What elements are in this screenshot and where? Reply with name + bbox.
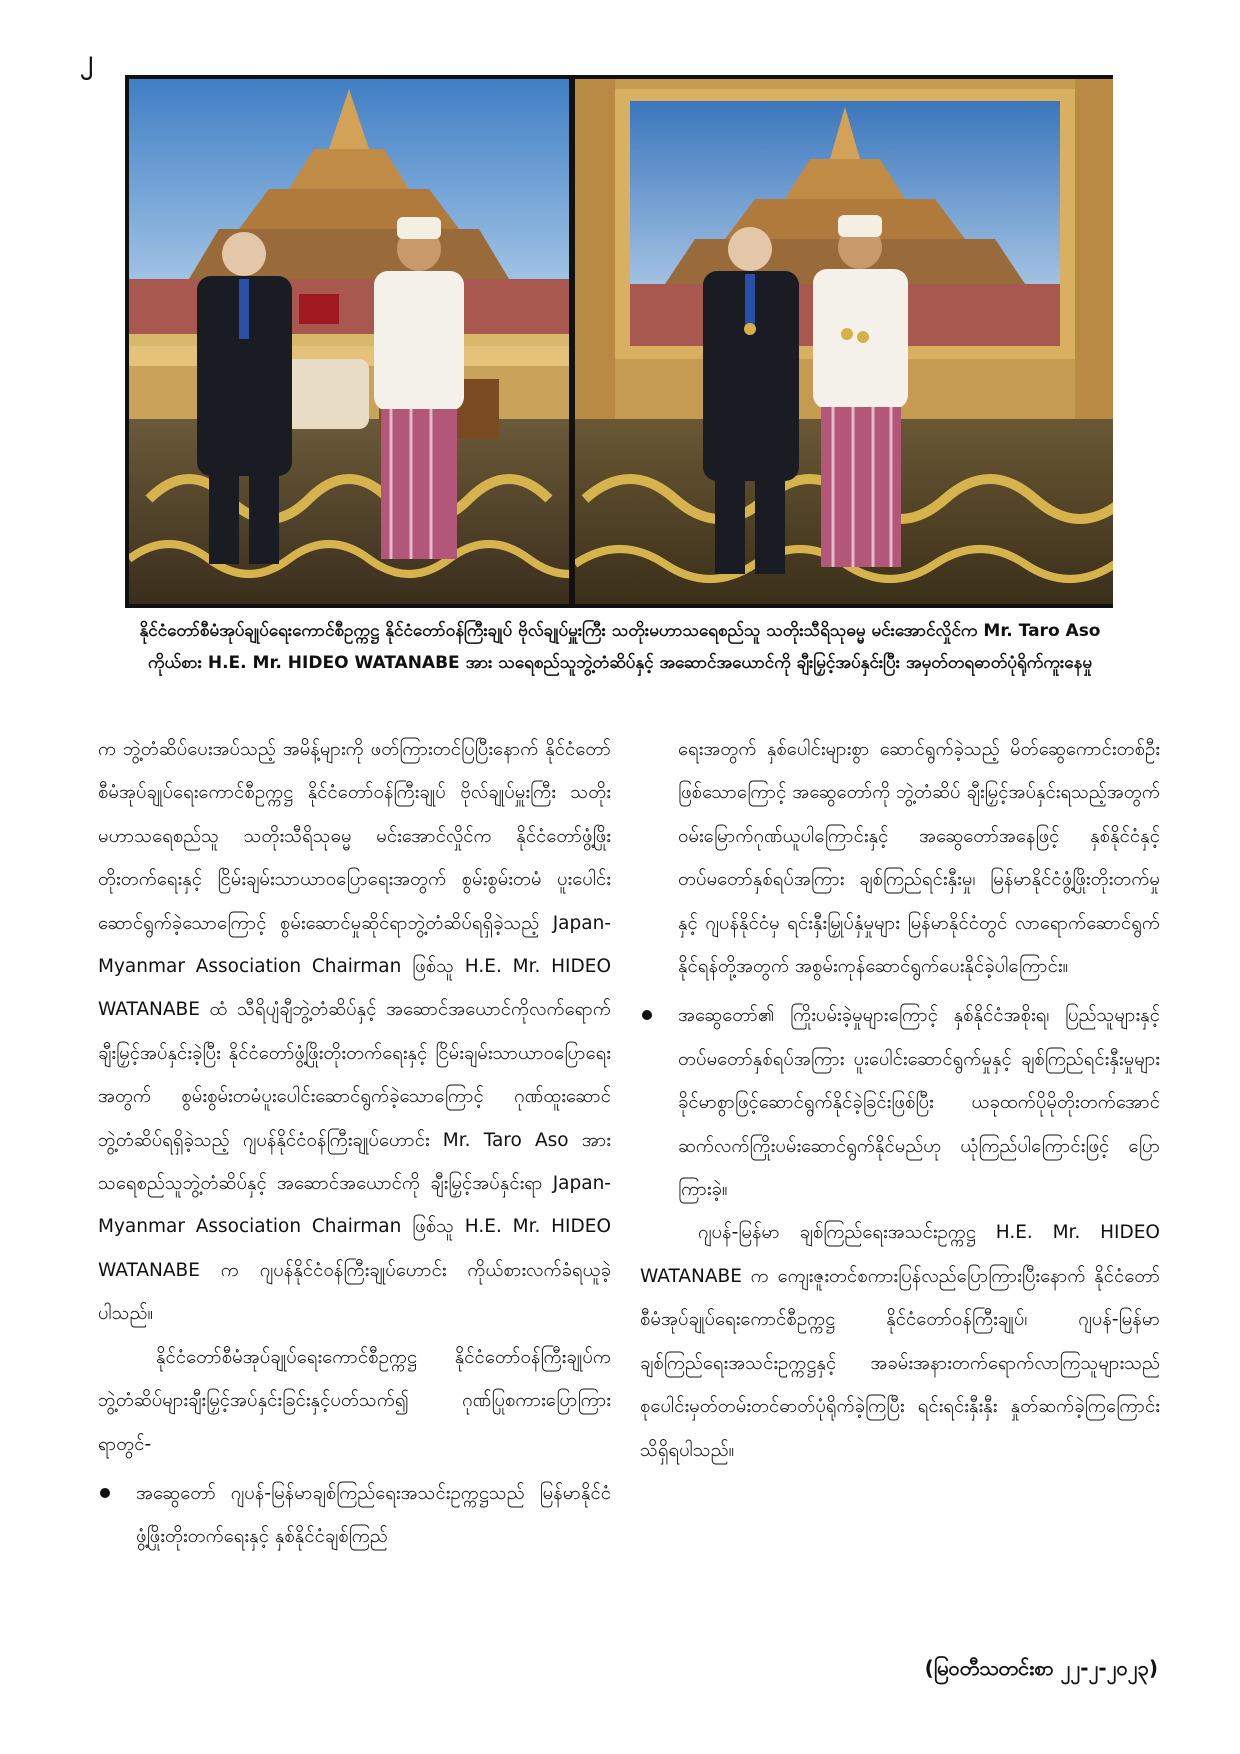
photo-commemorative-image bbox=[575, 79, 1113, 604]
body-paragraph: က ဘွဲ့တံဆိပ်ပေးအပ်သည့် အမိန့်များကို ဖတ်ကြားတင်ပြပြီးနောက် နိုင်ငံတော်စီမံအုပ်ချုပ်ရေးကောင်စီဥက္ကဋ္ဌ နိုင်ငံတော်ဝန်ကြီးချုပ် ဗိုလ်ချုပ်မှူးကြီး သတိုးမဟာသရေစည်သူ သတိုးသီရိသုဓမ္မ မင်းအောင်လှိုင်က နိုင်ငံတော်ဖွံ့ဖြိုးတိုးတက်ရေးနှင့် ငြိမ်းချမ်းသာယာဝပြောရေးအတွက် စွမ်းစွမ်းတမံ ပူးပေါင်းဆောင်ရွက်ခဲ့သောကြောင့် စွမ်းဆောင်မှုဆိုင်ရာဘွဲ့တံဆိပ်ရရှိခဲ့သည့် Japan-Myanmar Association Chairman ဖြစ်သူ H.E. Mr. HIDEO WATANABE ထံ သီရိပျံချီဘွဲ့တံဆိပ်နှင့် အဆောင်အယောင်ကိုလက်ရောက်ချီးမြှင့်အပ်နှင်းခဲ့ပြီး နိုင်ငံတော်ဖွံ့ဖြိုးတိုးတက်ရေးနှင့် ငြိမ်းချမ်းသာယာဝပြောရေးအတွက် စွမ်းစွမ်းတမံပူးပေါင်းဆောင်ရွက်ခဲ့သောကြောင့် ဂုဏ်ထူးဆောင်ဘွဲ့တံဆိပ်ရရှိခဲ့သည့် ဂျပန်နိုင်ငံဝန်ကြီးချုပ်ဟောင်း Mr. Taro Aso အား သရေစည်သူဘွဲ့တံဆိပ်နှင့် အဆောင်အယောင်ကို ချီးမြှင့်အပ်နှင်းရာ Japan-Myanmar Association Chairman ဖြစ်သူ H.E. Mr. HIDEO WATANABE က ဂျပန်နိုင်ငံဝန်ကြီးချုပ်ဟောင်း ကိုယ်စားလက်ခံရယူခဲ့ပါသည်။ bbox=[98, 739, 611, 1325]
photo-frame bbox=[125, 75, 1113, 608]
page-number: ၂ bbox=[80, 45, 93, 75]
left-column bbox=[98, 728, 611, 1559]
photo-award-ceremony bbox=[129, 79, 569, 604]
right-column bbox=[640, 728, 1160, 1472]
bullet-item bbox=[98, 1472, 611, 1559]
source-citation: (မြဝတီသတင်းစာ ၂၂-၂-၂၀၂၃) bbox=[924, 1656, 1158, 1680]
body-paragraph: ဂျပန်-မြန်မာ ချစ်ကြည်ရေးအသင်းဥက္ကဋ္ဌ H.E. Mr. HIDEO WATANABE က ကျေးဇူးတင်စကားပြန်လည်ပြောကြားပြီးနောက် နိုင်ငံတော်စီမံအုပ်ချုပ်ရေးကောင်စီဥက္ကဋ္ဌ နိုင်ငံတော်ဝန်ကြီးချုပ်၊ ဂျပန်-မြန်မာ ချစ်ကြည်ရေးအသင်းဥက္ကဋ္ဌနှင့် အခမ်းအနားတက်ရောက်လာကြသူများသည် စုပေါင်းမှတ်တမ်းတင်ဓာတ်ပုံရိုက်ခဲ့ကြပြီး ရင်းရင်းနှီးနှီး နှုတ်ဆက်ခဲ့ကြကြောင်း သိရှိရပါသည်။ bbox=[640, 1222, 1160, 1461]
photo-caption: နိုင်ငံတော်စီမံအုပ်ချုပ်ရေးကောင်စီဥက္ကဋ္ဌ နိုင်ငံတော်ဝန်ကြီးချုပ် ဗိုလ်ချုပ်မှူးကြီး သတိုးမဟာသရေစည်သူ သတိုးသီရိသုဓမ္မ မင်းအောင်လှိုင်က Mr. Taro Aso ကိုယ်စား H.E. Mr. HIDEO WATANABE အား သရေစည်သူဘွဲ့တံဆိပ်နှင့် အဆောင်အယောင်ကို ချီးမြှင့်အပ်နှင်းပြီး အမှတ်တရဓာတ်ပုံရိုက်ကူးနေမှု bbox=[139, 621, 1101, 673]
bullet-item bbox=[640, 994, 1160, 1211]
bullet-dot-icon bbox=[100, 1488, 110, 1498]
bullet-text: အဆွေတော်၏ ကြိုးပမ်းခဲ့မှုများကြောင့် နှစ်နိုင်ငံအစိုးရ၊ ပြည်သူများနှင့် တပ်မတော်နှစ်ရပ်အကြား ပူးပေါင်းဆောင်ရွက်မှုနှင့် ချစ်ကြည်ရင်းနှီးမှုများ ခိုင်မာစွာဖြင့်ဆောင်ရွက်နိုင်ခဲ့ခြင်းဖြစ်ပြီး ယခုထက်ပိုမိုတိုးတက်အောင် ဆက်လက်ကြိုးပမ်းဆောင်ရွက်နိုင်မည်ဟု ယုံကြည်ပါကြောင်းဖြင့် ပြောကြားခဲ့။ bbox=[678, 1005, 1160, 1201]
body-paragraph: နိုင်ငံတော်စီမံအုပ်ချုပ်ရေးကောင်စီဥက္ကဋ္ဌ နိုင်ငံတော်ဝန်ကြီးချုပ်က ဘွဲ့တံဆိပ်များချီးမြှင့်အပ်နှင်းခြင်းနှင့်ပတ်သက်၍ ဂုဏ်ပြုစကားပြောကြားရာတွင်- bbox=[98, 1346, 611, 1455]
bullet-dot-icon bbox=[642, 1010, 652, 1020]
photo-award-ceremony-image bbox=[129, 79, 569, 604]
bullet-text: အဆွေတော် ဂျပန်-မြန်မာချစ်ကြည်ရေးအသင်းဥက္ကဋ္ဌသည် မြန်မာနိုင်ငံဖွံ့ဖြိုးတိုးတက်ရေးနှင့် နှစ်နိုင်ငံချစ်ကြည် bbox=[136, 1482, 611, 1548]
bullet-continuation: ရေးအတွက် နှစ်ပေါင်းများစွာ ဆောင်ရွက်ခဲ့သည့် မိတ်ဆွေကောင်းတစ်ဦးဖြစ်သောကြောင့် အဆွေတော်ကို ဘွဲ့တံဆိပ် ချီးမြှင့်အပ်နှင်းရသည့်အတွက် ဝမ်းမြောက်ဂုဏ်ယူပါကြောင်းနှင့် အဆွေတော်အနေဖြင့် နှစ်နိုင်ငံနှင့် တပ်မတော်နှစ်ရပ်အကြား ချစ်ကြည်ရင်းနှီးမှု၊ မြန်မာနိုင်ငံဖွံ့ဖြိုးတိုးတက်မှုနှင့် ဂျပန်နိုင်ငံမှ ရင်းနှီးမြှုပ်နှံမှုများ မြန်မာနိုင်ငံတွင် လာရောက်ဆောင်ရွက်နိုင်ရန်တို့အတွက် အစွမ်းကုန်ဆောင်ရွက်ပေးနိုင်ခဲ့ပါကြောင်း။ bbox=[678, 739, 1160, 978]
photo-commemorative bbox=[575, 79, 1113, 604]
